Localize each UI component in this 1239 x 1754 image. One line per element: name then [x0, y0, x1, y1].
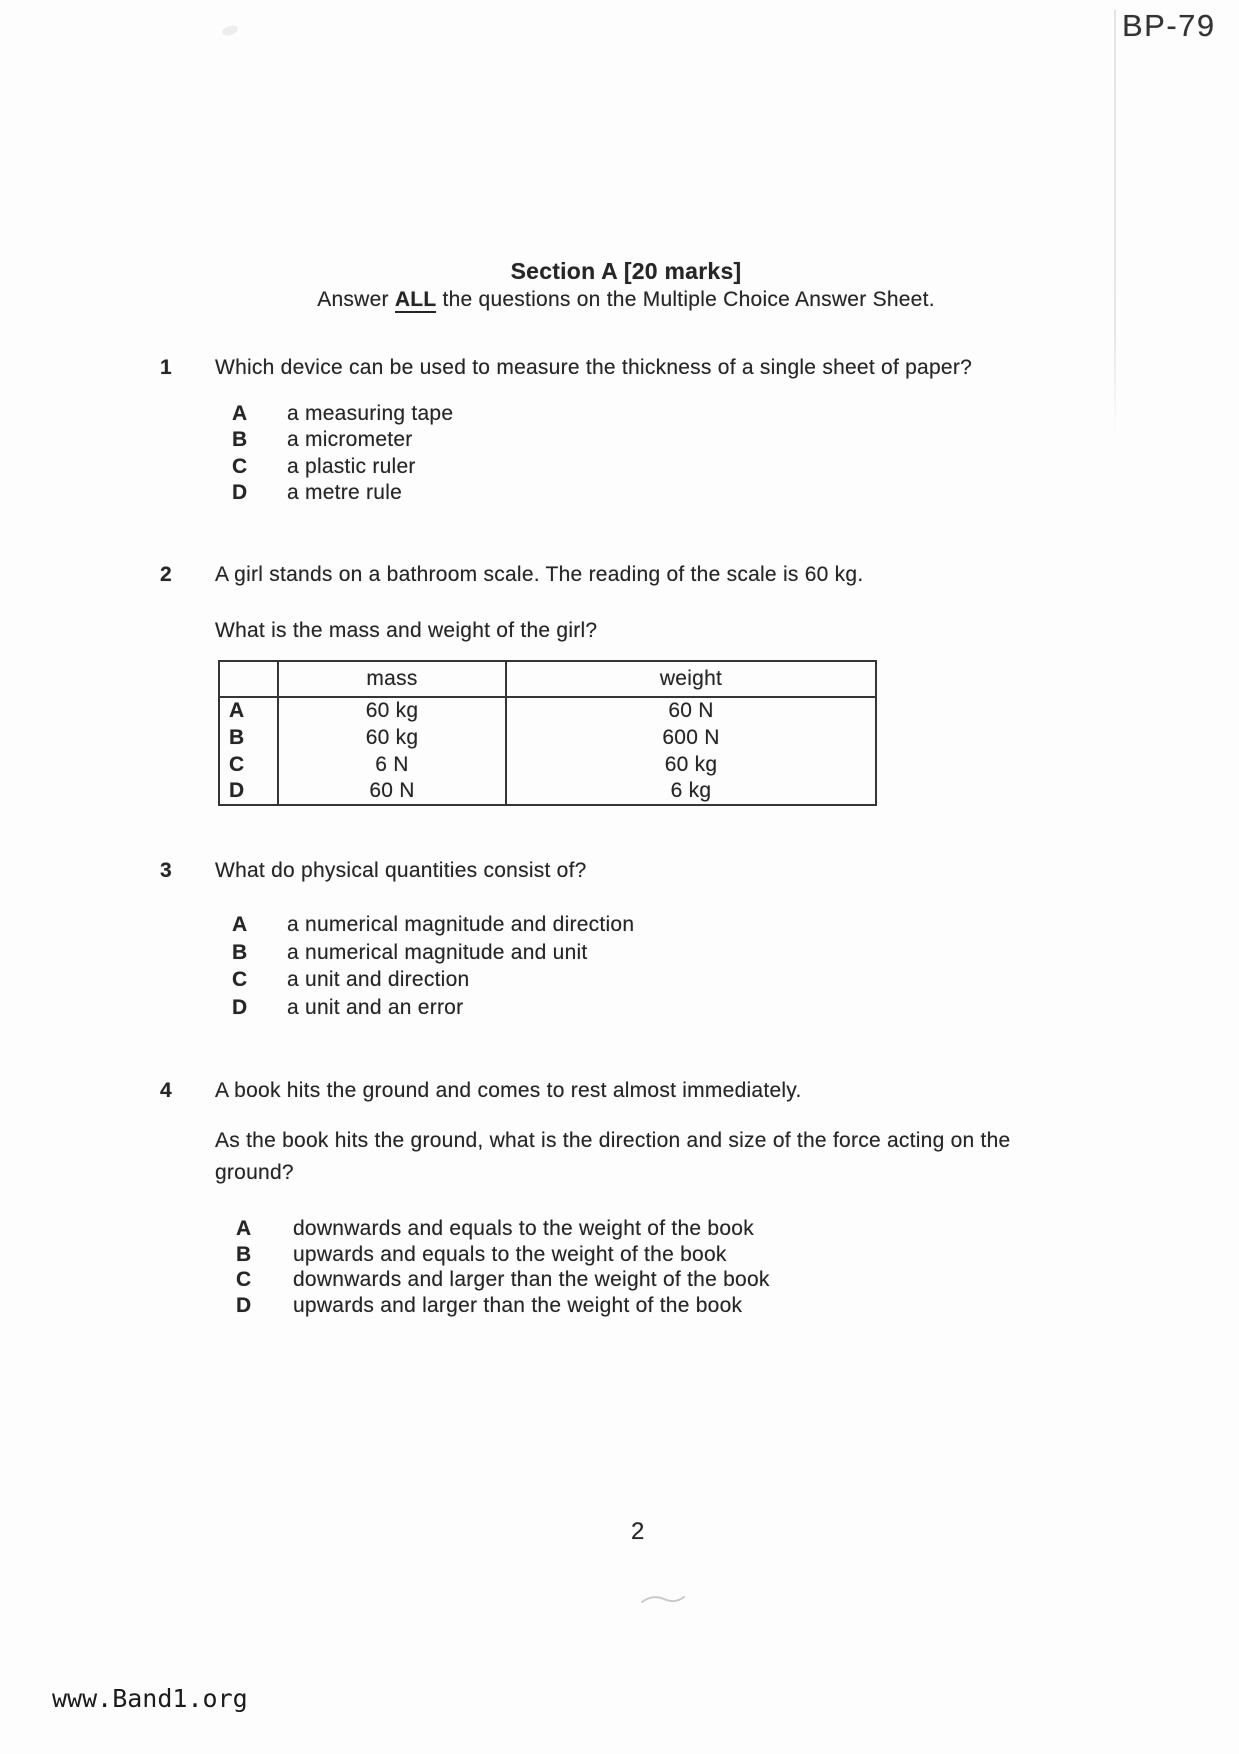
option-text: upwards and equals to the weight of the book: [293, 1242, 727, 1266]
option-text: a numerical magnitude and unit: [287, 940, 588, 964]
instruction-suffix: the questions on the Multiple Choice Answer Sheet.: [436, 288, 935, 311]
pen-mark-squiggle: [640, 1591, 686, 1607]
option-letter: A: [232, 402, 248, 425]
question-text: What is the mass and weight of the girl?: [215, 619, 598, 642]
instruction-prefix: Answer: [317, 288, 395, 311]
option-row: [232, 913, 634, 941]
option-text: downwards and larger than the weight of the book: [293, 1268, 770, 1292]
section-instruction: [215, 287, 1037, 312]
question-number: 1: [160, 356, 172, 379]
option-letter: C: [232, 454, 248, 478]
option-text: a measuring tape: [287, 402, 454, 425]
table-header-blank: [219, 661, 278, 697]
option-row: [232, 428, 453, 454]
table-header-weight: weight: [506, 661, 876, 697]
question-text: A book hits the ground and comes to rest almost immediately.: [215, 1079, 802, 1102]
question-1-options: [232, 402, 453, 508]
option-row: [232, 455, 453, 481]
question-number: 3: [160, 859, 172, 882]
option-row: [236, 1217, 770, 1243]
table-cell-mass: 6 N: [278, 751, 506, 778]
option-letter: C: [236, 1268, 252, 1292]
option-letter: D: [232, 481, 248, 505]
option-letter: A: [236, 1217, 252, 1240]
section-title: Section A [20 marks]: [510, 258, 742, 284]
option-text: a plastic ruler: [287, 454, 416, 478]
option-text: a unit and direction: [287, 968, 470, 992]
table-cell-weight: 60 N: [506, 697, 876, 724]
option-row: [236, 1268, 770, 1294]
question-text: As the book hits the ground, what is the direction and size of the force acting on the: [215, 1129, 1011, 1152]
option-letter: B: [236, 1242, 252, 1266]
question-text: A girl stands on a bathroom scale. The reading of the scale is 60 kg.: [215, 563, 864, 586]
page-edge-line: [1114, 10, 1116, 440]
option-letter: D: [232, 995, 248, 1019]
table-row: [219, 778, 876, 805]
option-text: a numerical magnitude and direction: [287, 913, 635, 936]
table-cell-weight: 60 kg: [506, 751, 876, 778]
option-text: downwards and equals to the weight of the book: [293, 1217, 754, 1240]
table-cell-letter: D: [229, 779, 245, 802]
table-cell-weight: 600 N: [506, 724, 876, 751]
table-cell-mass: 60 kg: [278, 724, 506, 751]
option-text: upwards and larger than the weight of the book: [293, 1293, 743, 1317]
question-4-options: [236, 1217, 770, 1319]
option-row: [232, 996, 634, 1024]
option-text: a unit and an error: [287, 995, 464, 1019]
table-cell-letter: C: [229, 752, 245, 776]
option-letter: D: [236, 1293, 252, 1317]
question-number: 2: [160, 563, 172, 586]
table-cell-mass: 60 N: [278, 778, 506, 805]
scan-smudge: [221, 24, 239, 38]
option-row: [232, 968, 634, 996]
option-text: a micrometer: [287, 428, 413, 452]
table-cell-letter: A: [229, 699, 245, 722]
watermark: www.Band1.org: [52, 1684, 248, 1713]
table-row: [219, 751, 876, 778]
table-cell-letter: B: [229, 725, 245, 749]
table-header-mass: mass: [278, 661, 506, 697]
table-cell-mass: 60 kg: [278, 697, 506, 724]
question-text: ground?: [215, 1161, 294, 1184]
option-letter: B: [232, 428, 248, 452]
option-row: [232, 941, 634, 969]
option-text: a metre rule: [287, 481, 403, 505]
doc-code: BP-79: [1122, 8, 1216, 43]
option-letter: C: [232, 968, 248, 992]
question-text: Which device can be used to measure the thickness of a single sheet of paper?: [215, 356, 973, 379]
option-letter: B: [232, 940, 248, 964]
instruction-emphasis: ALL: [394, 288, 437, 311]
question-text: What do physical quantities consist of?: [215, 859, 587, 882]
option-row: [236, 1294, 770, 1320]
table-row: [219, 724, 876, 751]
table-header-row: [219, 661, 876, 697]
option-row: [236, 1243, 770, 1269]
table-row: [219, 697, 876, 724]
page-number: 2: [631, 1518, 645, 1545]
option-row: [232, 481, 453, 507]
table-cell-weight: 6 kg: [506, 778, 876, 805]
answer-table: [218, 660, 877, 806]
question-number: 4: [160, 1079, 172, 1102]
option-row: [232, 402, 453, 428]
question-3-options: [232, 913, 634, 1023]
option-letter: A: [232, 913, 248, 936]
